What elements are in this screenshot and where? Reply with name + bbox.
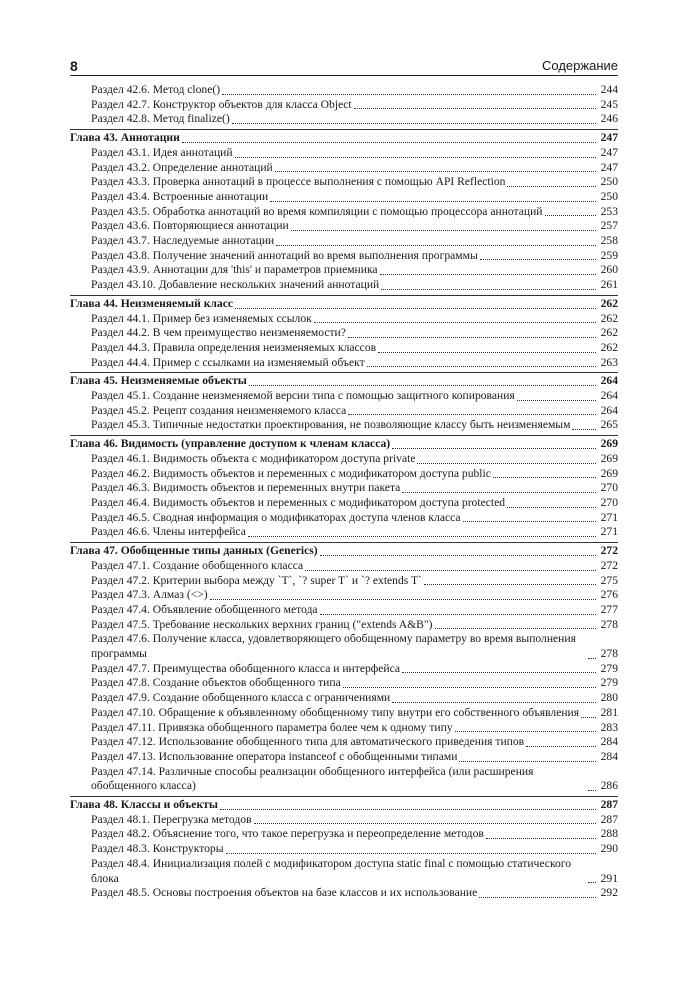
dot-leader (182, 142, 596, 143)
toc-section-entry[interactable] (70, 389, 618, 404)
toc-section-entry[interactable] (70, 511, 618, 526)
dot-leader (320, 614, 596, 615)
toc-page-number: 244 (600, 83, 618, 96)
toc-page-number: 290 (600, 842, 618, 856)
dot-leader (517, 400, 596, 401)
toc-page-number: 278 (600, 617, 618, 631)
dot-leader (486, 838, 596, 839)
toc-page-number: 246 (600, 112, 618, 126)
toc-chapter-entry[interactable] (70, 372, 618, 389)
dot-leader (463, 521, 596, 522)
toc-section-entry[interactable] (70, 205, 618, 220)
toc-page-number: 262 (600, 311, 618, 325)
toc-entry-title: Раздел 46.1. Видимость объекта с модификатором доступа private (91, 451, 416, 465)
toc-section-entry[interactable] (70, 219, 618, 234)
toc-section-entry[interactable] (70, 481, 618, 496)
toc-section-entry[interactable] (70, 618, 618, 633)
toc-section-entry[interactable] (70, 83, 618, 98)
dot-leader (526, 746, 596, 747)
dot-leader (232, 123, 596, 124)
dot-leader (380, 274, 596, 275)
toc-page-number: 250 (600, 175, 618, 189)
dot-leader (392, 448, 596, 449)
toc-chapter-entry[interactable] (70, 435, 618, 452)
dot-leader (381, 289, 596, 290)
toc-entry-title: Раздел 47.8. Создание объектов обобщенного типа (91, 676, 341, 690)
toc-section-entry[interactable] (70, 263, 618, 278)
dot-leader (314, 322, 596, 323)
toc-page-number: 269 (600, 466, 618, 480)
toc-entry-title: Раздел 48.5. Основы построения объектов на базе классов и их использование (91, 886, 478, 900)
toc-page-number: 270 (600, 481, 618, 495)
dot-leader (305, 570, 596, 571)
toc-section-entry[interactable] (70, 750, 618, 765)
toc-entry-title: Раздел 43.4. Встроенные аннотации (91, 189, 269, 203)
toc-page-number: 264 (600, 403, 618, 417)
toc-chapter-entry[interactable] (70, 295, 618, 312)
toc-page-number: 288 (600, 827, 618, 841)
toc-entry-title: Раздел 45.3. Типичные недостатки проектирования, не позволяющие классу быть неизменяемым (91, 418, 571, 432)
dot-leader (417, 463, 596, 464)
toc-section-entry[interactable] (70, 404, 618, 419)
toc-chapter-entry[interactable] (70, 796, 618, 813)
dot-leader (507, 186, 596, 187)
dot-leader (378, 352, 596, 353)
toc-section-entry[interactable] (70, 525, 618, 540)
dot-leader (572, 429, 596, 430)
toc-page-number: 271 (600, 525, 618, 539)
toc-section-entry[interactable] (70, 418, 618, 433)
dot-leader (545, 215, 596, 216)
dot-leader (320, 555, 596, 556)
toc-entry-title: Глава 48. Классы и объекты (70, 798, 218, 812)
toc-section-entry[interactable] (70, 588, 618, 603)
toc-entry-title: Раздел 47.13. Использование оператора instanceof с обобщенными типами (91, 749, 458, 763)
dot-leader (354, 108, 596, 109)
toc-section-entry[interactable] (70, 496, 618, 511)
dot-leader (343, 687, 596, 688)
toc-entry-title: Раздел 46.2. Видимость объектов и переменных с модификатором доступа public (91, 466, 491, 480)
toc-page-number: 263 (600, 355, 618, 369)
toc-entry-title: Раздел 47.3. Алмаз (<>) (91, 588, 208, 602)
toc-page-number: 265 (600, 418, 618, 432)
toc-section-entry[interactable] (70, 662, 618, 677)
toc-page-number: 247 (600, 131, 618, 145)
toc-page-number: 284 (600, 735, 618, 749)
toc-section-entry[interactable] (70, 676, 618, 691)
dot-leader (455, 731, 596, 732)
toc-section-entry[interactable] (70, 765, 618, 794)
dot-leader (588, 882, 596, 883)
toc-section-entry[interactable] (70, 467, 618, 482)
dot-leader (507, 507, 596, 508)
toc-section-entry[interactable] (70, 249, 618, 264)
toc-entry-title: Раздел 43.6. Повторяющиеся аннотации (91, 219, 289, 233)
toc-entry-title: Глава 45. Неизменяемые объекты (70, 374, 247, 388)
toc-page-number: 257 (600, 219, 618, 233)
toc-entry-title: Раздел 43.3. Проверка аннотаций в процессе выполнения с помощью API Reflection (91, 175, 506, 189)
toc-chapter-entry[interactable] (70, 542, 618, 559)
toc-chapter-entry[interactable] (70, 129, 618, 146)
toc-section-entry[interactable] (70, 452, 618, 467)
toc-entry-title: Глава 47. Обобщенные типы данных (Generics) (70, 544, 318, 558)
toc-page-number: 262 (600, 296, 618, 310)
toc-page-number: 277 (600, 602, 618, 616)
toc-entry-title: Раздел 47.11. Привязка обобщенного параметра более чем к одному типу (91, 720, 453, 734)
toc-section-entry[interactable] (70, 842, 618, 857)
toc-entry-title: Раздел 45.2. Рецепт создания неизменяемого класса (91, 403, 347, 417)
dot-leader (275, 171, 596, 172)
toc-entry-title: Раздел 43.7. Наследуемые аннотации (91, 234, 275, 248)
toc-entry-title: Глава 43. Аннотации (70, 131, 180, 145)
dot-leader (348, 337, 596, 338)
toc-entry-title: Раздел 45.1. Создание неизменяемой версии типа с помощью защитного копирования (91, 389, 515, 403)
dot-leader (435, 628, 597, 629)
toc-page-number: 283 (600, 720, 618, 734)
toc-entry-title: Раздел 47.14. Различные способы реализации обобщенного интерфейса (или расширения обобщенного класса) (91, 764, 534, 793)
toc-entry-title: Раздел 42.7. Конструктор объектов для класса Object (91, 97, 352, 111)
toc-page-number: 287 (600, 812, 618, 826)
page-number: 8 (70, 58, 78, 74)
toc-entry-title: Раздел 48.1. Перегрузка методов (91, 812, 252, 826)
toc-page-number: 279 (600, 676, 618, 690)
running-title: Содержание (542, 58, 618, 73)
toc-page-number: 261 (600, 278, 618, 292)
dot-leader (235, 308, 596, 309)
toc-section-entry[interactable] (70, 312, 618, 327)
toc-entry-title: Раздел 48.3. Конструкторы (91, 842, 224, 856)
toc-entry-title: Раздел 46.5. Сводная информация о модификаторах доступа членов класса (91, 510, 461, 524)
dot-leader (402, 492, 596, 493)
toc-page-number: 253 (600, 204, 618, 218)
toc-section-entry[interactable] (70, 632, 618, 661)
toc-entry-title: Раздел 47.10. Обращение к объявленному обобщенному типу внутри его собственного объявления (91, 705, 580, 719)
dot-leader (235, 157, 596, 158)
toc-page-number: 275 (600, 573, 618, 587)
toc-page-number: 279 (600, 661, 618, 675)
toc-page-number: 245 (600, 97, 618, 111)
toc-entry-title: Раздел 43.8. Получение значений аннотаций во время выполнения программы (91, 248, 478, 262)
toc-entry-title: Раздел 43.9. Аннотации для 'this' и параметров приемника (91, 263, 378, 277)
dot-leader (402, 672, 596, 673)
dot-leader (480, 259, 596, 260)
toc-entry-title: Раздел 46.6. Члены интерфейса (91, 525, 246, 539)
toc-entry-title: Раздел 47.5. Требование нескольких верхних границ ("extends A&B") (91, 617, 433, 631)
toc-entry-title: Раздел 44.2. В чем преимущество неизменяемости? (91, 326, 346, 340)
toc-entry-title: Раздел 47.4. Объявление обобщенного метода (91, 602, 318, 616)
toc-page-number: 280 (600, 691, 618, 705)
dot-leader (291, 230, 596, 231)
toc-section-entry[interactable] (70, 603, 618, 618)
toc-entry-title: Раздел 43.1. Идея аннотаций (91, 145, 233, 159)
dot-leader (226, 853, 596, 854)
toc-entry-title: Глава 46. Видимость (управление доступом к членам класса) (70, 437, 391, 451)
toc-entry-title: Раздел 42.6. Метод clone() (91, 83, 221, 96)
toc-page-number: 286 (600, 779, 618, 793)
toc-section-entry[interactable] (70, 112, 618, 127)
toc-section-entry[interactable] (70, 706, 618, 721)
toc-entry-title: Раздел 46.3. Видимость объектов и переменных внутри пакета (91, 481, 401, 495)
toc-section-entry[interactable] (70, 886, 618, 901)
toc-page-number: 272 (600, 544, 618, 558)
toc-section-entry[interactable] (70, 161, 618, 176)
toc-entry-title: Раздел 42.8. Метод finalize() (91, 112, 230, 126)
dot-leader (222, 94, 596, 95)
toc-section-entry[interactable] (70, 356, 618, 371)
toc-entry-title: Раздел 47.1. Создание обобщенного класса (91, 558, 304, 572)
dot-leader (220, 809, 596, 810)
toc-section-entry[interactable] (70, 234, 618, 249)
toc-page-number: 278 (600, 647, 618, 661)
toc-section-entry[interactable] (70, 574, 618, 589)
toc-section-entry[interactable] (70, 559, 618, 574)
toc-section-entry[interactable] (70, 813, 618, 828)
toc-entry-title: Раздел 48.2. Объяснение того, что такое перегрузка и переопределение методов (91, 827, 484, 841)
dot-leader (588, 658, 596, 659)
dot-leader (210, 599, 596, 600)
toc-section-entry[interactable] (70, 175, 618, 190)
toc-entry-title: Глава 44. Неизменяемый класс (70, 296, 233, 310)
toc-page-number: 291 (600, 871, 618, 885)
toc-page-number: 258 (600, 234, 618, 248)
page-header (70, 59, 618, 76)
toc-entry-title: Раздел 47.12. Использование обобщенного типа для автоматического приведения типов (91, 735, 525, 749)
toc-entry-title: Раздел 43.10. Добавление нескольких значений аннотаций (91, 278, 380, 292)
toc-page-number: 269 (600, 437, 618, 451)
toc-page-number: 259 (600, 248, 618, 262)
dot-leader (581, 717, 596, 718)
toc-page-number: 260 (600, 263, 618, 277)
dot-leader (392, 702, 596, 703)
toc-section-entry[interactable] (70, 857, 618, 886)
toc-section-entry[interactable] (70, 146, 618, 161)
dot-leader (348, 414, 596, 415)
toc-page-number: 272 (600, 558, 618, 572)
toc-entry-title: Раздел 46.4. Видимость объектов и переменных с модификатором доступа protected (91, 495, 506, 509)
dot-leader (424, 584, 596, 585)
toc-section-entry[interactable] (70, 190, 618, 205)
toc-entry-title: Раздел 44.3. Правила определения неизменяемых классов (91, 340, 377, 354)
toc-page-number: 271 (600, 510, 618, 524)
toc-entry-title: Раздел 43.5. Обработка аннотаций во время компиляции с помощью процессора аннотаций (91, 204, 543, 218)
toc-page-number: 281 (600, 705, 618, 719)
dot-leader (270, 201, 596, 202)
table-of-contents (70, 83, 618, 901)
toc-page-number: 292 (600, 886, 618, 900)
toc-entry-title: Раздел 47.6. Получение класса, удовлетворяющего обобщенному параметру во время выполнения программы (91, 632, 576, 661)
dot-leader (459, 761, 596, 762)
toc-section-entry[interactable] (70, 827, 618, 842)
toc-page-number: 250 (600, 189, 618, 203)
toc-entry-title: Раздел 48.4. Инициализация полей с модификатором доступа static final с помощью статического блока (91, 856, 572, 885)
toc-entry-title: Раздел 43.2. Определение аннотаций (91, 160, 273, 174)
toc-page-number: 276 (600, 588, 618, 602)
dot-leader (254, 823, 596, 824)
toc-page-number: 262 (600, 340, 618, 354)
toc-section-entry[interactable] (70, 721, 618, 736)
toc-section-entry[interactable] (70, 341, 618, 356)
toc-entry-title: Раздел 44.4. Пример с ссылками на изменяемый объект (91, 355, 365, 369)
toc-page-number: 262 (600, 326, 618, 340)
toc-entry-title: Раздел 47.9. Создание обобщенного класса с ограничениями (91, 691, 391, 705)
toc-entry-title: Раздел 47.2. Критерии выбора между `T`, `? super T` и `? extends T` (91, 573, 422, 587)
dot-leader (276, 245, 596, 246)
toc-section-entry[interactable] (70, 278, 618, 293)
toc-entry-title: Раздел 44.1. Пример без изменяемых ссылок (91, 311, 312, 325)
toc-entry-title: Раздел 47.7. Преимущества обобщенного класса и интерфейса (91, 661, 401, 675)
toc-page-number: 247 (600, 145, 618, 159)
toc-section-entry[interactable] (70, 326, 618, 341)
toc-section-entry[interactable] (70, 691, 618, 706)
toc-section-entry[interactable] (70, 98, 618, 113)
toc-page-number: 264 (600, 389, 618, 403)
toc-page-number: 247 (600, 160, 618, 174)
toc-page-number: 284 (600, 749, 618, 763)
toc-page-number: 270 (600, 495, 618, 509)
dot-leader (588, 790, 596, 791)
dot-leader (367, 366, 596, 367)
dot-leader (248, 536, 596, 537)
dot-leader (479, 897, 596, 898)
dot-leader (249, 385, 596, 386)
toc-section-entry[interactable] (70, 735, 618, 750)
toc-page-number: 264 (600, 374, 618, 388)
toc-page-number: 269 (600, 451, 618, 465)
toc-page-number: 287 (600, 798, 618, 812)
dot-leader (493, 477, 596, 478)
